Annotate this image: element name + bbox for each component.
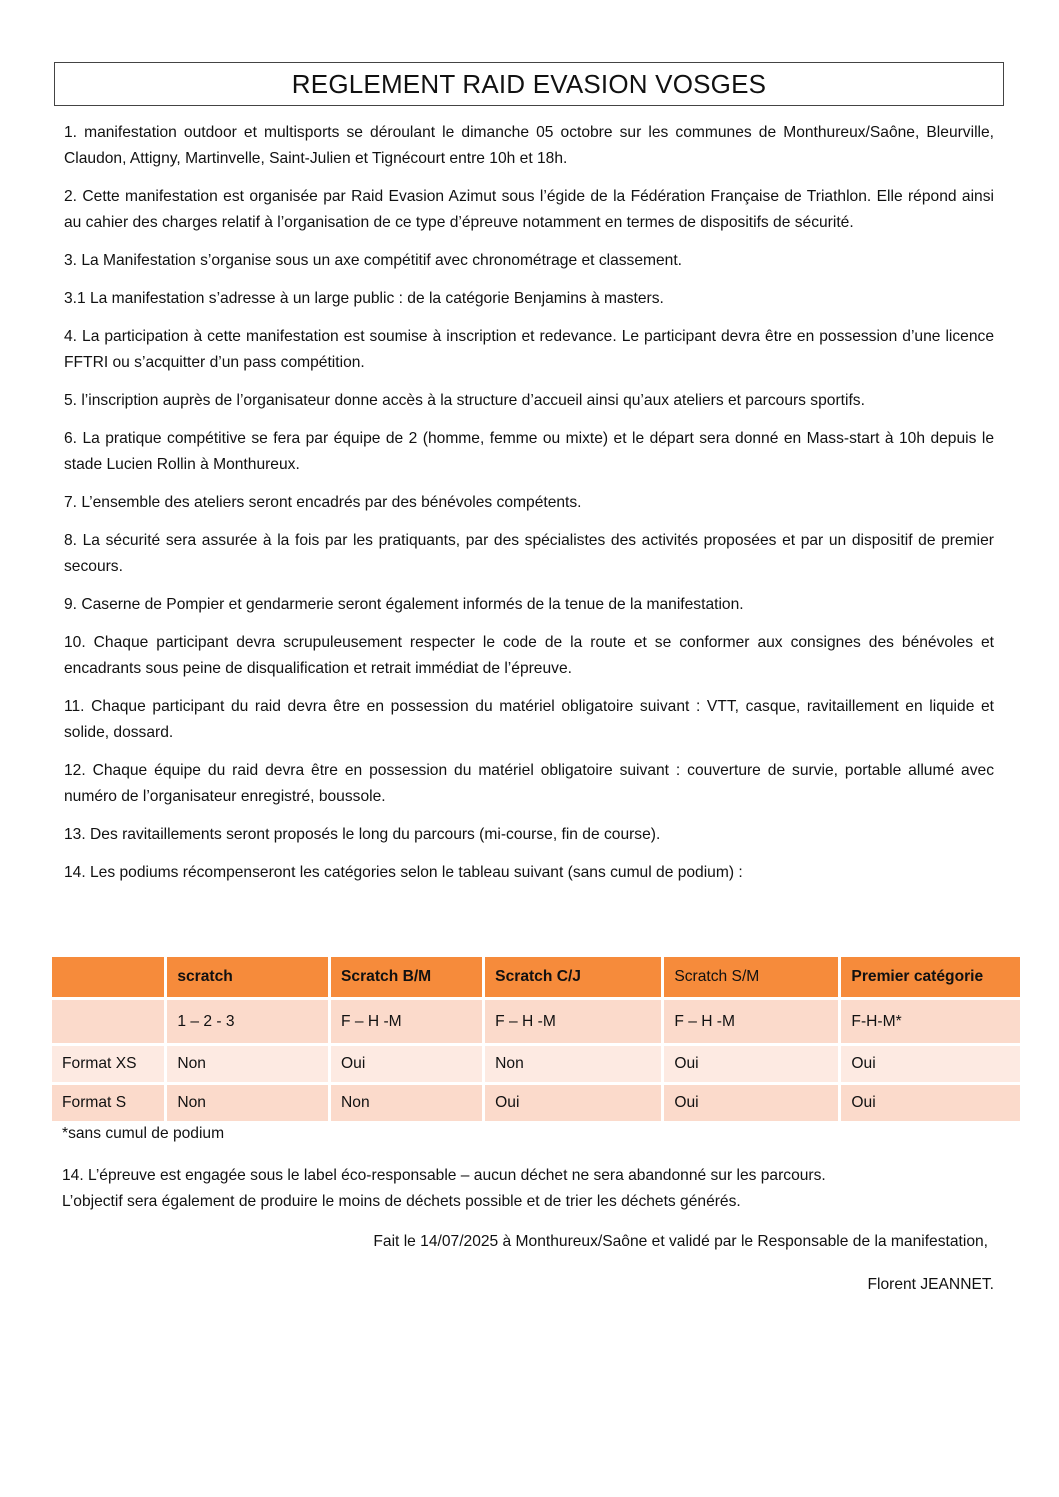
rule-7: 7. L’ensemble des ateliers seront encadrés par des bénévoles compétents. bbox=[64, 494, 582, 511]
rule-14: 14. Les podiums récompenseront les catégories selon le tableau suivant (sans cumul de podium) : bbox=[64, 864, 743, 881]
rule-4: 4. La participation à cette manifestation est soumise à inscription et redevance. Le participant devra être en possession d’une licence FFTRI ou s’acquitter d’un pass compétition. bbox=[64, 328, 994, 371]
table-cell: Oui bbox=[485, 1085, 661, 1121]
table-header-cell: Scratch S/M bbox=[664, 957, 838, 997]
table-header-row bbox=[52, 957, 1020, 997]
rule-11: 11. Chaque participant du raid devra être en possession du matériel obligatoire suivant : VTT, casque, ravitaillement en liquide et solide, dossard. bbox=[64, 698, 994, 741]
table-cell: Oui bbox=[841, 1046, 1020, 1082]
table-row bbox=[52, 1046, 1020, 1082]
rules-body bbox=[64, 120, 994, 898]
rule-5: 5. l’inscription auprès de l’organisateur donne accès à la structure d’accueil ainsi qu’aux ateliers et parcours sportifs. bbox=[64, 392, 865, 409]
table-cell bbox=[52, 1000, 164, 1043]
rule-1: 1. manifestation outdoor et multisports se déroulant le dimanche 05 octobre sur les communes de Monthureux/Saône, Bleurville, Claudon, Attigny, Martinvelle, Saint-Julien et Tignécourt entre 10h et 18h. bbox=[64, 124, 994, 167]
rule-2: 2. Cette manifestation est organisée par Raid Evasion Azimut sous l’égide de la Fédération Française de Triathlon. Elle répond ainsi au cahier des charges relatif à l’organisation de ce type d’épreuve notamment en termes de dispositifs de sécurité. bbox=[64, 188, 994, 231]
eco-paragraph bbox=[62, 1163, 1002, 1215]
table-cell: F – H -M bbox=[331, 1000, 482, 1043]
table-row bbox=[52, 1085, 1020, 1121]
table-header-cell: Scratch B/M bbox=[331, 957, 482, 997]
rule-13: 13. Des ravitaillements seront proposés le long du parcours (mi-course, fin de course). bbox=[64, 826, 661, 843]
rule-9: 9. Caserne de Pompier et gendarmerie seront également informés de la tenue de la manifestation. bbox=[64, 596, 744, 613]
signoff-line: Fait le 14/07/2025 à Monthureux/Saône et validé par le Responsable de la manifestation, bbox=[373, 1233, 988, 1250]
table-cell: Non bbox=[167, 1046, 328, 1082]
table-cell: 1 – 2 - 3 bbox=[167, 1000, 328, 1043]
signer-name: Florent JEANNET. bbox=[867, 1276, 994, 1293]
rule-6: 6. La pratique compétitive se fera par équipe de 2 (homme, femme ou mixte) et le départ sera donné en Mass-start à 10h depuis le stade Lucien Rollin à Monthureux. bbox=[64, 430, 994, 473]
table-cell: Format XS bbox=[52, 1046, 164, 1082]
table-cell: Format S bbox=[52, 1085, 164, 1121]
table-cell: Oui bbox=[664, 1085, 838, 1121]
table-cell: F – H -M bbox=[485, 1000, 661, 1043]
rule-3-1: 3.1 La manifestation s’adresse à un large public : de la catégorie Benjamins à masters. bbox=[64, 290, 664, 307]
rule-12: 12. Chaque équipe du raid devra être en possession du matériel obligatoire suivant : couverture de survie, portable allumé avec numéro de l’organisateur enregistré, boussole. bbox=[64, 762, 994, 805]
table-cell: Oui bbox=[841, 1085, 1020, 1121]
table-cell: Oui bbox=[664, 1046, 838, 1082]
table-cell: Non bbox=[331, 1085, 482, 1121]
table-header-cell: Premier catégorie bbox=[841, 957, 1020, 997]
table-cell: F – H -M bbox=[664, 1000, 838, 1043]
table-footnote: *sans cumul de podium bbox=[62, 1125, 225, 1142]
table-cell: Non bbox=[485, 1046, 661, 1082]
podium-table bbox=[49, 954, 1023, 1124]
table-header-cell: scratch bbox=[167, 957, 328, 997]
table-cell: Non bbox=[167, 1085, 328, 1121]
eco-line-2: L’objectif sera également de produire le moins de déchets possible et de trier les déchets générés. bbox=[62, 1193, 741, 1210]
table-header-cell bbox=[52, 957, 164, 997]
document-title-text: REGLEMENT RAID EVASION VOSGES bbox=[291, 68, 767, 99]
table-header-cell: Scratch C/J bbox=[485, 957, 661, 997]
rule-10: 10. Chaque participant devra scrupuleusement respecter le code de la route et se conformer aux consignes des bénévoles et encadrants sous peine de disqualification et retrait immédiat de l’épreuve. bbox=[64, 634, 994, 677]
table-cell: F-H-M* bbox=[841, 1000, 1020, 1043]
rule-3: 3. La Manifestation s’organise sous un axe compétitif avec chronométrage et classement. bbox=[64, 252, 683, 269]
eco-line-1: 14. L’épreuve est engagée sous le label éco-responsable – aucun déchet ne sera abandonné sur les parcours. bbox=[62, 1167, 826, 1184]
table-cell: Oui bbox=[331, 1046, 482, 1082]
rule-8: 8. La sécurité sera assurée à la fois par les pratiquants, par des spécialistes des activités proposées et par un dispositif de premier secours. bbox=[64, 532, 994, 575]
document-title bbox=[54, 62, 1004, 106]
table-row bbox=[52, 1000, 1020, 1043]
